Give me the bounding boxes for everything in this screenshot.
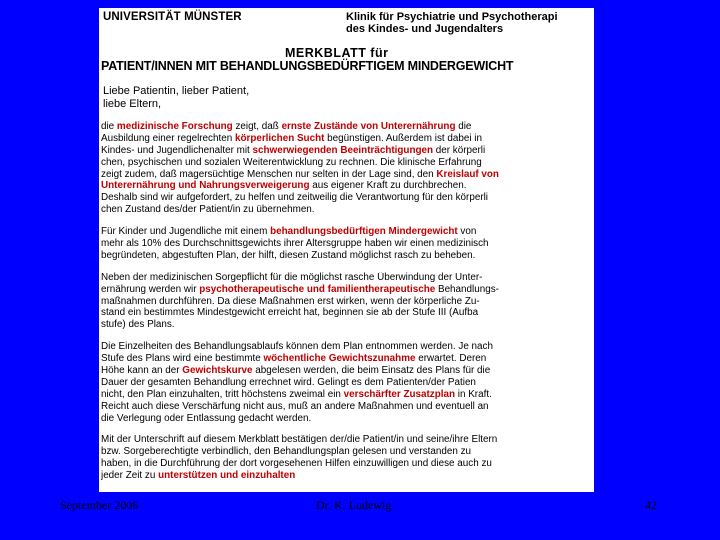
text-segment: abgelesen werden, die beim Einsatz des Plans für die bbox=[252, 365, 491, 377]
highlighted-text: unterstützen und einzuhalten bbox=[158, 470, 296, 482]
text-line bbox=[101, 389, 594, 401]
text-line bbox=[101, 272, 594, 284]
text-segment: Mit der Unterschrift auf diesem Merkblatt bestätigen der/die Patient/in und seine/ihre Eltern bbox=[101, 434, 498, 446]
text-line bbox=[101, 470, 594, 482]
paragraph bbox=[101, 272, 594, 331]
text-segment: begünstigen. Außerdem ist dabei in bbox=[324, 132, 482, 144]
text-line bbox=[101, 353, 594, 365]
text-segment: die Verlegung oder Entlassung gedacht werden. bbox=[101, 412, 312, 424]
text-line bbox=[101, 157, 594, 169]
footer-page-number: 42 bbox=[645, 498, 657, 512]
clinic-name-line1: Klinik für Psychiatrie und Psychotherapi bbox=[346, 11, 558, 23]
text-line bbox=[101, 180, 594, 192]
text-line bbox=[101, 319, 594, 331]
text-line bbox=[101, 121, 594, 133]
text-segment: in Kraft. bbox=[455, 388, 492, 400]
text-line bbox=[101, 204, 594, 216]
paragraph bbox=[101, 121, 594, 216]
text-segment: von bbox=[457, 226, 477, 238]
text-segment: der körperli bbox=[433, 144, 486, 156]
text-segment: jeder Zeit zu bbox=[101, 470, 159, 482]
footer-date: September 2006 bbox=[60, 498, 139, 512]
text-line bbox=[101, 169, 594, 181]
text-line bbox=[101, 226, 594, 238]
text-line bbox=[101, 307, 594, 319]
highlighted-text: schwerwiegenden Beeinträchtigungen bbox=[252, 144, 434, 156]
text-segment: zeigt zudem, daß magersüchtige Menschen nur selten in der Lage sind, den bbox=[101, 168, 437, 180]
text-segment: bzw. Sorgeberechtigte verbindlich, den Behandlungsplan gelesen und verstanden zu bbox=[101, 446, 472, 458]
highlighted-text: Gewichtskurve bbox=[182, 365, 253, 377]
text-segment: chen, psychischen und sozialen Weiterentwicklung zu rechnen. Die klinische Erfahrung bbox=[101, 156, 482, 168]
text-segment: die bbox=[101, 121, 117, 132]
highlighted-text: ernste Zustände von Unterernährung bbox=[281, 121, 456, 132]
text-segment: begründeten, abgestuften Plan, der hilft, diesen Zustand möglichst rasch zu beheben. bbox=[101, 249, 476, 261]
clinic-name-line2: des Kindes- und Jugendalters bbox=[346, 23, 504, 35]
text-line bbox=[101, 401, 594, 413]
university-name: UNIVERSITÄT MÜNSTER bbox=[103, 11, 242, 23]
document-body bbox=[101, 121, 594, 492]
text-segment: Die Einzelheiten des Behandlungsablaufs können dem Plan entnommen werden. Je nach bbox=[101, 341, 493, 353]
paragraph bbox=[101, 341, 594, 424]
text-segment: Ausbildung einer regelrechten bbox=[101, 132, 235, 144]
clinic-name bbox=[346, 11, 558, 35]
text-line bbox=[101, 377, 594, 389]
text-segment: stand ein bestimmtes Mindestgewicht erreicht hat, beginnen sie ab der Stufe III (Aufba bbox=[101, 307, 479, 319]
greeting bbox=[103, 85, 249, 111]
greeting-line2: liebe Eltern, bbox=[103, 98, 162, 110]
text-line bbox=[101, 434, 594, 446]
text-segment: Behandlungs- bbox=[435, 283, 499, 295]
highlighted-text: Kreislauf von bbox=[436, 168, 499, 180]
text-line bbox=[101, 238, 594, 250]
text-segment: nicht, den Plan einzuhalten, tritt höchstens zweimal ein bbox=[101, 388, 344, 400]
text-segment: mehr als 10% des Durchschnittsgewichts ihrer Altersgruppe haben wir einen medizinisch bbox=[101, 238, 489, 250]
text-segment: Höhe kann an der bbox=[101, 365, 183, 377]
document-sheet bbox=[99, 8, 594, 492]
text-segment: Reicht auch diese Verschärfung nicht aus, muß an andere Maßnahmen und eventuell an bbox=[101, 400, 489, 412]
highlighted-text: psychotherapeutische und familientherapeutische bbox=[199, 283, 436, 295]
text-line bbox=[101, 250, 594, 262]
highlighted-text: behandlungsbedürftigen Mindergewicht bbox=[270, 226, 458, 238]
text-segment: Deshalb sind wir aufgefordert, zu helfen und zeitweilig die Verantwortung für den körperli bbox=[101, 192, 488, 204]
highlighted-text: verschärfter Zusatzplan bbox=[343, 388, 456, 400]
text-segment: Für Kinder und Jugendliche mit einem bbox=[101, 226, 271, 238]
paragraph bbox=[101, 226, 594, 262]
text-segment: Neben der medizinischen Sorgepflicht für die möglichst rasche Überwindung der Unter- bbox=[101, 271, 483, 283]
text-segment: zeigt, daß bbox=[232, 121, 282, 132]
footer-author: Dr. K. Ludewig bbox=[316, 498, 392, 512]
text-line bbox=[101, 192, 594, 204]
document-title-line1: MERKBLATT für bbox=[285, 46, 389, 60]
text-line bbox=[101, 284, 594, 296]
text-segment: Kindes- und Jugendlichenalter mit bbox=[101, 144, 253, 156]
text-segment: erwartet. Deren bbox=[415, 353, 487, 365]
text-segment: maßnahmen durchführen. Da diese Maßnahmen erst wirken, wenn der körperliche Zu- bbox=[101, 295, 480, 307]
text-line bbox=[101, 296, 594, 308]
text-segment: ernährung werden wir bbox=[101, 283, 200, 295]
text-line bbox=[101, 145, 594, 157]
text-segment: aus eigener Kraft zu durchbrechen. bbox=[309, 180, 467, 192]
text-segment: die bbox=[455, 121, 472, 132]
text-segment: haben, in die Durchführung der dort vorgesehenen Hilfen einzuwilligen und diese auch zu bbox=[101, 458, 492, 470]
text-line bbox=[101, 446, 594, 458]
text-line bbox=[101, 365, 594, 377]
document-title-line2: PATIENT/INNEN MIT BEHANDLUNGSBEDÜRFTIGEM MINDERGEWICHT bbox=[101, 59, 514, 73]
highlighted-text: Unterernährung und Nahrungsverweigerung bbox=[101, 180, 310, 192]
highlighted-text: körperlichen Sucht bbox=[234, 132, 325, 144]
highlighted-text: wöchentliche Gewichtszunahme bbox=[263, 353, 416, 365]
text-segment: stufe) des Plans. bbox=[101, 319, 175, 331]
highlighted-text: medizinische Forschung bbox=[116, 121, 233, 132]
text-line bbox=[101, 133, 594, 145]
text-line bbox=[101, 341, 594, 353]
text-line bbox=[101, 413, 594, 425]
greeting-line1: Liebe Patientin, lieber Patient, bbox=[103, 85, 250, 97]
paragraph bbox=[101, 434, 594, 482]
text-line bbox=[101, 458, 594, 470]
text-segment: Stufe des Plans wird eine bestimmte bbox=[101, 353, 264, 365]
text-segment: chen Zustand des/der Patient/in zu übernehmen. bbox=[101, 204, 315, 216]
text-segment: Dauer der gesamten Behandlung errechnet wird. Gelingt es dem Patienten/der Patien bbox=[101, 376, 476, 388]
